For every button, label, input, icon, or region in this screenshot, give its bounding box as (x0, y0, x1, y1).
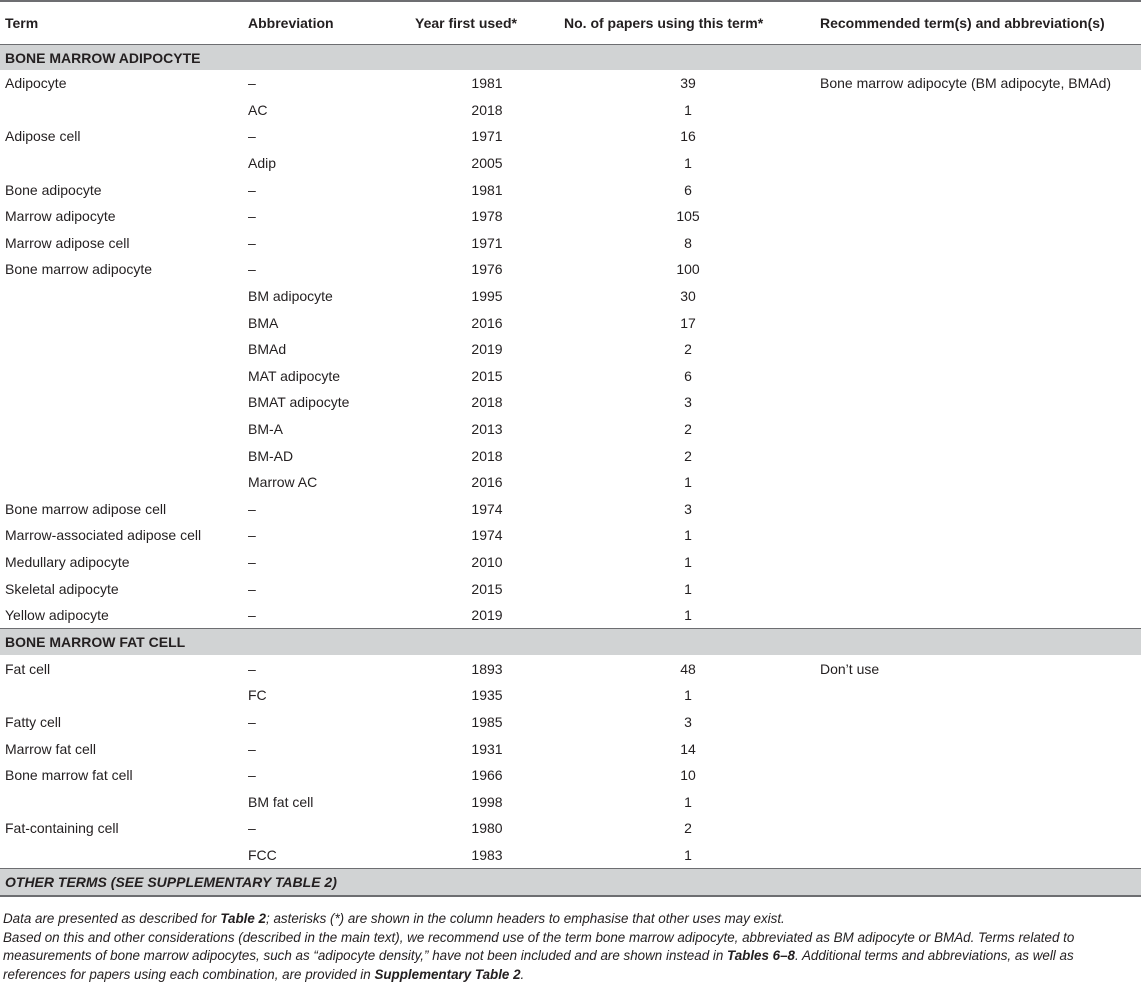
cell-abbreviation: FC (248, 687, 267, 704)
cell-papers: 3 (684, 500, 692, 517)
header-abbreviation: Abbreviation (246, 1, 412, 45)
header-papers: No. of papers using this term* (560, 1, 816, 45)
cell-papers: 10 (680, 767, 696, 784)
section-title: BONE MARROW ADIPOCYTE (0, 45, 1141, 71)
cell-recommended (816, 735, 1141, 762)
table-row (0, 97, 1141, 124)
cell-papers: 1 (684, 527, 692, 544)
cell-papers: 1 (684, 553, 692, 570)
cell-year: 2016 (471, 314, 503, 331)
cell-term (0, 682, 246, 709)
cell-papers: 39 (680, 75, 696, 92)
cell-recommended (816, 256, 1141, 283)
section-row-other (0, 869, 1141, 897)
cell-abbreviation: – (248, 75, 256, 92)
cell-papers: 6 (684, 367, 692, 384)
cell-abbreviation: – (248, 128, 256, 145)
cell-abbreviation: BMAd (248, 341, 287, 358)
cell-abbreviation: – (248, 208, 256, 225)
cell-papers: 2 (684, 820, 692, 837)
cell-year: 1985 (471, 713, 503, 730)
cell-year: 2018 (471, 447, 503, 464)
cell-year: 2015 (471, 367, 503, 384)
cell-year: 2015 (471, 580, 503, 597)
cell-abbreviation: – (248, 500, 256, 517)
cell-papers: 1 (684, 155, 692, 172)
cell-term: Fat-containing cell (5, 820, 119, 837)
cell-recommended (816, 442, 1141, 469)
section-row (0, 629, 1141, 656)
cell-papers: 1 (684, 580, 692, 597)
cell-abbreviation: – (248, 527, 256, 544)
cell-term (0, 469, 246, 496)
cell-papers: 30 (680, 288, 696, 305)
header-row (0, 1, 1141, 45)
cell-term (0, 309, 246, 336)
footnote-table-ref: Table 2 (220, 911, 267, 926)
cell-papers: 1 (684, 474, 692, 491)
footnote-1 (3, 910, 1139, 929)
cell-abbreviation: – (248, 261, 256, 278)
table-row (0, 762, 1141, 789)
table-row (0, 123, 1141, 150)
cell-abbreviation: – (248, 767, 256, 784)
table-row (0, 655, 1141, 682)
cell-recommended (816, 842, 1141, 869)
cell-term: Marrow-associated adipose cell (5, 527, 202, 544)
table-row (0, 230, 1141, 257)
cell-year: 1998 (471, 793, 503, 810)
table-row (0, 336, 1141, 363)
section-title: BONE MARROW FAT CELL (0, 629, 1141, 656)
cell-recommended: Bone marrow adipocyte (BM adipocyte, BMAd) (820, 75, 1112, 92)
table-row (0, 842, 1141, 869)
cell-term: Adipocyte (5, 75, 67, 92)
table-row (0, 815, 1141, 842)
footnote-supplementary-ref: Supplementary Table 2 (374, 966, 521, 982)
cell-papers: 1 (684, 687, 692, 704)
table-row (0, 575, 1141, 602)
cell-term: Bone marrow adipocyte (5, 261, 153, 278)
cell-abbreviation: FCC (248, 846, 277, 863)
cell-abbreviation: – (248, 607, 256, 624)
cell-term: Yellow adipocyte (5, 607, 109, 624)
section-row (0, 45, 1141, 71)
footnote-text: Data are presented as described for (3, 911, 221, 926)
cell-papers: 1 (684, 607, 692, 624)
cell-papers: 17 (680, 314, 696, 331)
header-year: Year first used* (412, 1, 560, 45)
cell-papers: 3 (684, 394, 692, 411)
header-term: Term (0, 1, 246, 45)
cell-abbreviation: Adip (248, 155, 277, 172)
cell-year: 1983 (471, 846, 503, 863)
footnote-table-ref: Tables 6–8 (727, 948, 796, 964)
table-row (0, 788, 1141, 815)
table-row (0, 70, 1141, 97)
table-row (0, 735, 1141, 762)
table-row (0, 363, 1141, 390)
cell-papers: 3 (684, 713, 692, 730)
table-footnotes (3, 910, 1139, 984)
footnote-text: . Additional terms and abbreviations, as well as references for papers using each combination, are provided in (3, 948, 1074, 982)
cell-papers: 48 (680, 660, 696, 677)
cell-year: 1971 (471, 128, 503, 145)
cell-year: 1974 (471, 500, 503, 517)
cell-abbreviation: BM fat cell (248, 793, 314, 810)
cell-recommended (816, 389, 1141, 416)
cell-recommended (816, 496, 1141, 523)
cell-year: 2018 (471, 101, 503, 118)
cell-abbreviation: BMA (248, 314, 279, 331)
table-row (0, 469, 1141, 496)
cell-recommended (816, 230, 1141, 257)
cell-term (0, 842, 246, 869)
cell-year: 2016 (471, 474, 503, 491)
cell-abbreviation: – (248, 553, 256, 570)
table-row (0, 549, 1141, 576)
footnote-2 (3, 929, 1139, 985)
cell-recommended (816, 363, 1141, 390)
cell-term: Bone marrow adipose cell (5, 500, 167, 517)
cell-recommended: Don’t use (820, 660, 880, 677)
cell-recommended (816, 283, 1141, 310)
footnote-text: . (520, 966, 525, 982)
cell-papers: 1 (684, 793, 692, 810)
cell-year: 1981 (471, 181, 503, 198)
cell-term: Bone adipocyte (5, 181, 102, 198)
cell-abbreviation: – (248, 660, 256, 677)
cell-recommended (816, 469, 1141, 496)
cell-papers: 14 (680, 740, 696, 757)
cell-term (0, 416, 246, 443)
cell-papers: 2 (684, 341, 692, 358)
table-row (0, 309, 1141, 336)
cell-term (0, 283, 246, 310)
cell-term: Medullary adipocyte (5, 553, 130, 570)
table-row (0, 496, 1141, 523)
cell-papers: 1 (684, 101, 692, 118)
cell-recommended (816, 602, 1141, 629)
table-row (0, 602, 1141, 629)
cell-recommended (816, 123, 1141, 150)
cell-term: Bone marrow fat cell (5, 767, 133, 784)
cell-year: 2013 (471, 421, 503, 438)
cell-papers: 1 (684, 846, 692, 863)
table-body (0, 45, 1141, 897)
cell-abbreviation: BMAT adipocyte (248, 394, 350, 411)
table-row (0, 416, 1141, 443)
cell-term: Marrow adipose cell (5, 234, 130, 251)
cell-year: 2005 (471, 155, 503, 172)
cell-recommended (816, 762, 1141, 789)
cell-term: Fatty cell (5, 713, 62, 730)
cell-papers: 100 (676, 261, 700, 278)
cell-papers: 2 (684, 447, 692, 464)
table-row (0, 522, 1141, 549)
cell-term: Skeletal adipocyte (5, 580, 119, 597)
cell-year: 1995 (471, 288, 503, 305)
cell-abbreviation: AC (248, 101, 268, 118)
cell-recommended (816, 522, 1141, 549)
cell-year: 1980 (471, 820, 503, 837)
cell-abbreviation: – (248, 820, 256, 837)
cell-abbreviation: – (248, 713, 256, 730)
cell-year: 1978 (471, 208, 503, 225)
cell-papers: 2 (684, 421, 692, 438)
cell-recommended (816, 416, 1141, 443)
cell-papers: 105 (676, 208, 700, 225)
cell-papers: 8 (684, 234, 692, 251)
cell-year: 1981 (471, 75, 503, 92)
cell-term: Marrow fat cell (5, 740, 97, 757)
cell-year: 1893 (471, 660, 503, 677)
table-header (0, 1, 1141, 45)
other-terms-title: OTHER TERMS (SEE SUPPLEMENTARY TABLE 2) (0, 869, 1141, 897)
cell-abbreviation: BM-AD (248, 447, 294, 464)
cell-abbreviation: – (248, 234, 256, 251)
cell-term: Marrow adipocyte (5, 208, 116, 225)
cell-recommended (816, 97, 1141, 124)
cell-year: 1935 (471, 687, 503, 704)
cell-recommended (816, 549, 1141, 576)
cell-recommended (816, 788, 1141, 815)
cell-term (0, 389, 246, 416)
cell-year: 1966 (471, 767, 503, 784)
table-row (0, 442, 1141, 469)
cell-abbreviation: – (248, 740, 256, 757)
cell-year: 2010 (471, 553, 503, 570)
cell-year: 1976 (471, 261, 503, 278)
footnote-text: Based on this and other considerations (described in the main text), we recommend use of the term bone marrow adipocyte, abbreviated as BM adipocyte or BMAd. Terms related to measurements of bone marrow adipocytes, such as “adipocyte density,” have not been included and are shown instead in (3, 929, 1075, 964)
cell-recommended (816, 150, 1141, 177)
cell-papers: 6 (684, 181, 692, 198)
cell-term: Fat cell (5, 660, 51, 677)
cell-recommended (816, 709, 1141, 736)
cell-term (0, 336, 246, 363)
table-row (0, 203, 1141, 230)
table-row (0, 389, 1141, 416)
cell-abbreviation: MAT adipocyte (248, 367, 341, 384)
cell-year: 1974 (471, 527, 503, 544)
cell-papers: 16 (680, 128, 696, 145)
cell-year: 1971 (471, 234, 503, 251)
cell-recommended (816, 682, 1141, 709)
cell-recommended (816, 309, 1141, 336)
cell-year: 2018 (471, 394, 503, 411)
header-recommended: Recommended term(s) and abbreviation(s) (816, 1, 1141, 45)
table-row (0, 682, 1141, 709)
cell-term (0, 442, 246, 469)
cell-recommended (816, 176, 1141, 203)
cell-term: Adipose cell (5, 128, 81, 145)
table-row (0, 709, 1141, 736)
cell-term (0, 788, 246, 815)
cell-recommended (816, 203, 1141, 230)
cell-abbreviation: BM-A (248, 421, 283, 438)
table-row (0, 256, 1141, 283)
table-row (0, 150, 1141, 177)
cell-term (0, 150, 246, 177)
cell-abbreviation: – (248, 181, 256, 198)
footnote-text: ; asterisks (*) are shown in the column headers to emphasise that other uses may exist. (266, 911, 785, 926)
table-row (0, 176, 1141, 203)
cell-recommended (816, 815, 1141, 842)
cell-year: 2019 (471, 607, 503, 624)
cell-term (0, 363, 246, 390)
cell-term (0, 97, 246, 124)
cell-year: 2019 (471, 341, 503, 358)
cell-recommended (816, 336, 1141, 363)
cell-abbreviation: – (248, 580, 256, 597)
cell-year: 1931 (471, 740, 503, 757)
cell-recommended (816, 575, 1141, 602)
cell-abbreviation: Marrow AC (248, 474, 318, 491)
cell-abbreviation: BM adipocyte (248, 288, 333, 305)
table-row (0, 283, 1141, 310)
